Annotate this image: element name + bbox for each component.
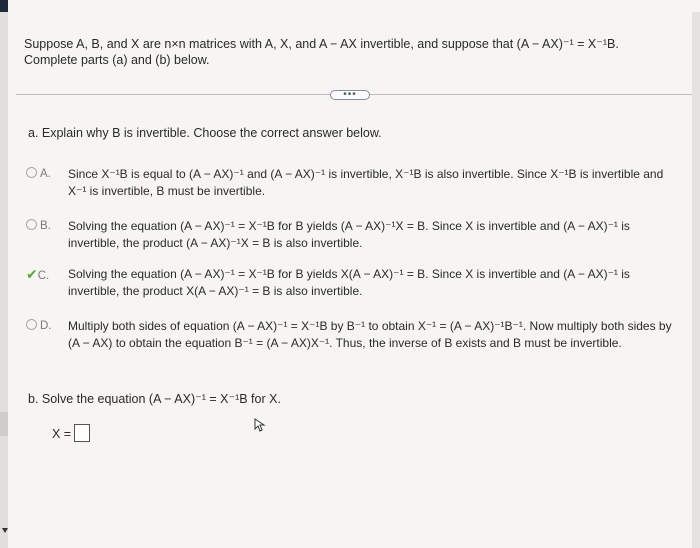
option-c-marker[interactable] [26, 266, 49, 285]
right-edge [692, 12, 700, 548]
option-a-letter: A. [40, 168, 51, 180]
left-scrollbar-handle[interactable] [0, 412, 8, 436]
expand-more-button[interactable]: ••• [330, 90, 370, 100]
left-scrollbar-track[interactable] [0, 12, 8, 548]
problem-statement [24, 36, 684, 68]
option-b-marker[interactable] [26, 218, 51, 235]
answer-row [52, 424, 90, 442]
problem-line-1: Suppose A, B, and X are n×n matrices with A, X, and A − AX invertible, and suppose that (A − AX)⁻¹ = X⁻¹B. [24, 37, 619, 51]
radio-icon[interactable] [26, 167, 37, 178]
checkmark-icon: ✔ [26, 266, 38, 282]
option-a-text: Since X⁻¹B is equal to (A − AX)⁻¹ and (A − AX)⁻¹ is invertible, X⁻¹B is also invertible. Since X⁻¹B is invertible and X⁻¹ is invertible, B must be invertible. [68, 167, 664, 198]
option-c-text: Solving the equation (A − AX)⁻¹ = X⁻¹B for B yields X(A − AX)⁻¹ = B. Since X is invertible and (A − AX)⁻¹ is invertible, the product X(A − AX)⁻¹ = B is also invertible. [68, 267, 630, 298]
radio-icon[interactable] [26, 319, 37, 330]
part-b-prompt: b. Solve the equation (A − AX)⁻¹ = X⁻¹B for X. [28, 392, 281, 406]
option-b-letter: B. [40, 220, 51, 232]
answer-label: X = [52, 427, 72, 441]
part-a-prompt: a. Explain why B is invertible. Choose the correct answer below. [28, 126, 382, 140]
answer-input[interactable] [74, 424, 90, 442]
radio-icon[interactable] [26, 219, 37, 230]
option-a-marker[interactable] [26, 166, 51, 183]
option-b-text: Solving the equation (A − AX)⁻¹ = X⁻¹B for B yields (A − AX)⁻¹X = B. Since X is invertible and (A − AX)⁻¹ is invertible, the product (A − AX)⁻¹X = B is also invertible. [68, 219, 630, 250]
option-d-marker[interactable] [26, 318, 52, 335]
mouse-pointer-icon [254, 418, 266, 432]
question-panel [8, 0, 700, 548]
option-c-letter: C. [37, 270, 50, 282]
option-d-letter: D. [40, 320, 52, 332]
problem-line-2: Complete parts (a) and (b) below. [24, 53, 210, 67]
option-d-text: Multiply both sides of equation (A − AX)⁻¹ = X⁻¹B by B⁻¹ to obtain X⁻¹ = (A − AX)⁻¹B⁻¹. Now multiply both sides by (A − AX) to obtain the equation B⁻¹ = (A − AX)X⁻¹. Thus, the inverse of B exists and B must be invertible. [68, 319, 672, 350]
